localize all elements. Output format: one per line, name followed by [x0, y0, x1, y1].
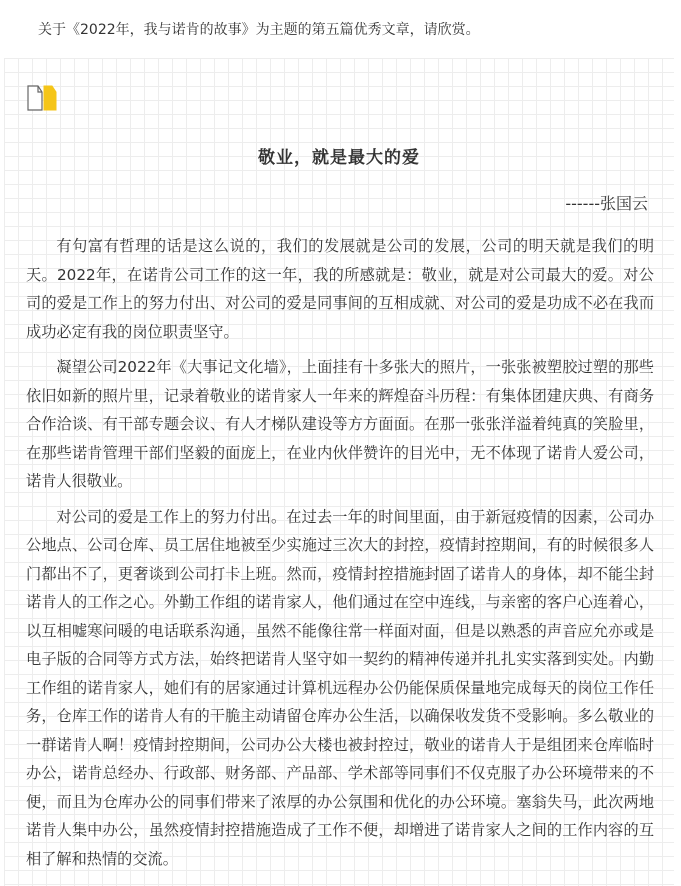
article-title: 敬业，就是最大的爱	[258, 148, 420, 168]
article-card	[4, 58, 674, 886]
paragraph: 凝望公司2022年《大事记文化墙》，上面挂有十多张大的照片，一张张被塑胶过塑的那些依旧如新的照片里，记录着敬业的诺肯家人一年来的辉煌奋斗历程：有集体团建庆典、有商务合作洽谈、有干部专题会议、有人才梯队建设等方方面面。在那一张张洋溢着纯真的笑脸里，在那些诺肯管理干部们坚毅的面庞上，在业内伙伴赞许的目光中，无不体现了诺肯人爱公司，诺肯人很敬业。	[26, 358, 654, 490]
article-author: ------张国云	[565, 194, 648, 213]
paragraph: 有句富有哲理的话是这么说的，我们的发展就是公司的发展，公司的明天就是我们的明天。2022年，在诺肯公司工作的这一年，我的所感就是：敬业，就是对公司最大的爱。对公司的爱是工作上的努力付出、对公司的爱是同事间的互相成就、对公司的爱是功成不必在我而成功必定有我的岗位职责坚守。	[26, 237, 654, 341]
folded-paper-icon	[26, 84, 66, 112]
paragraph: 对公司的爱是工作上的努力付出。在过去一年的时间里面，由于新冠疫情的因素，公司办公地点、公司仓库、员工居住地被至少实施过三次大的封控，疫情封控期间，有的时候很多人门都出不了，更奢谈到公司打卡上班。然而，疫情封控措施封固了诺肯人的身体，却不能尘封诺肯人的工作之心。外勤工作组的诺肯家人，他们通过在空中连线，与亲密的客户心连着心，以互相嘘寒问暖的电话联系沟通，虽然不能像往常一样面对面，但是以熟悉的声音应允亦或是电子版的合同等方式方法，始终把诺肯人坚守如一契约的精神传递并扎扎实实落到实处。内勤工作组的诺肯家人，她们有的居家通过计算机远程办公仍能保质保量地完成每天的岗位工作任务，仓库工作的诺肯人有的干脆主动请留仓库办公生活，以确保收发货不受影响。多么敬业的一群诺肯人啊！疫情封控期间，公司办公大楼也被封控过，敬业的诺肯人于是组团来仓库临时办公，诺肯总经办、行政部、财务部、产品部、学术部等同事们不仅克服了办公环境带来的不便，而且为仓库办公的同事们带来了浓厚的办公氛围和优化的办公环境。塞翁失马，此次两地诺肯人集中办公，虽然疫情封控措施造成了工作不便，却增进了诺肯家人之间的工作内容的互相了解和热情的交流。	[26, 507, 654, 868]
intro-text: 关于《2022年，我与诺肯的故事》为主题的第五篇优秀文章，请欣赏。	[38, 22, 480, 38]
article-body	[26, 232, 654, 880]
